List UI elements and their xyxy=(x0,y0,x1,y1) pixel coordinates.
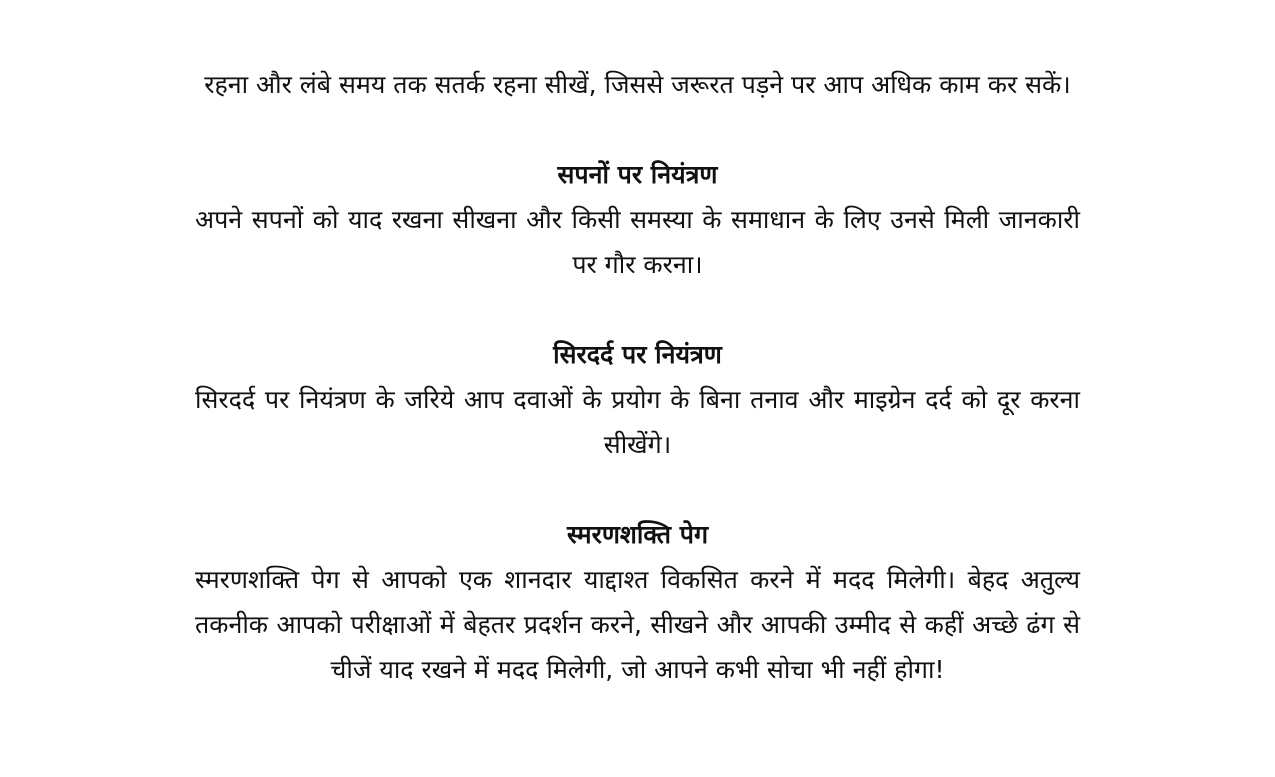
spacer xyxy=(195,107,1080,152)
section-body-headache-control: सिरदर्द पर नियंत्रण के जरिये आप दवाओं के प्रयोग के बिना तनाव और माइग्रेन दर्द को दूर करना सीखेंगे। xyxy=(195,385,1080,459)
spacer xyxy=(195,467,1080,512)
intro-paragraph: रहना और लंबे समय तक सतर्क रहना सीखें, जिससे जरूरत पड़ने पर आप अधिक काम कर सकें। xyxy=(204,70,1071,99)
section-heading-dream-control: सपनों पर नियंत्रण xyxy=(557,160,718,189)
section-heading-memory-peg: स्मरणशक्ति पेग xyxy=(566,520,709,549)
section-heading-headache-control: सिरदर्द पर नियंत्रण xyxy=(553,340,722,369)
spacer xyxy=(195,287,1080,332)
document-page xyxy=(195,62,1080,762)
section-body-memory-peg: स्मरणशक्ति पेग से आपको एक शानदार याद्दाश्त विकसित करने में मदद मिलेगी। बेहद अतुल्य तकनीक आपको परीक्षाओं में बेहतर प्रदर्शन करने, सीखने और आपकी उम्मीद से कहीं अच्छे ढंग से चीजें याद रखने में मदद मिलेगी, जो आपने कभी सोचा भी नहीं होगा! xyxy=(195,565,1080,684)
section-body-dream-control: अपने सपनों को याद रखना सीखना और किसी समस्या के समाधान के लिए उनसे मिली जानकारी पर गौर करना। xyxy=(195,205,1080,279)
